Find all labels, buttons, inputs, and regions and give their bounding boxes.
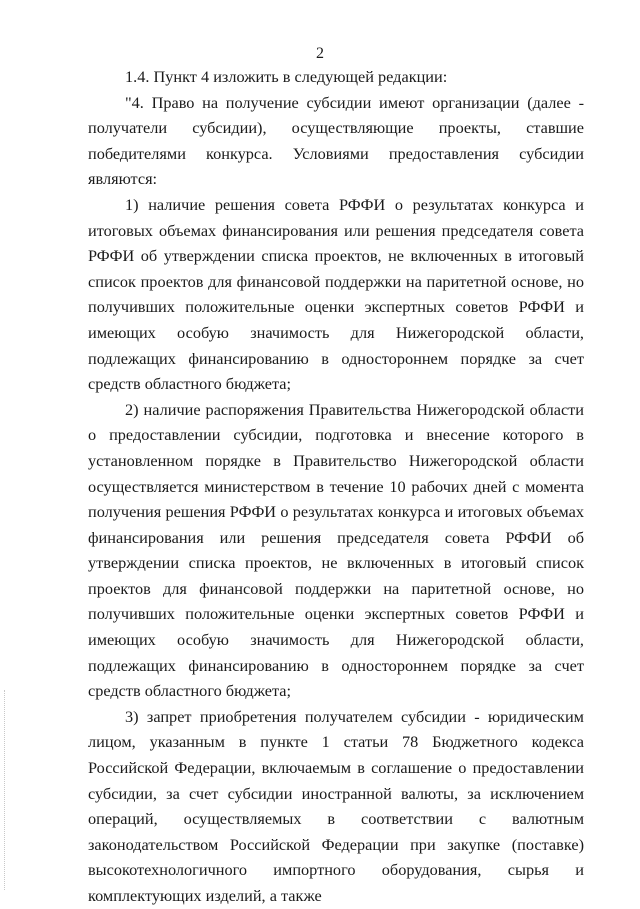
paragraph-condition-3: 3) запрет приобретения получателем субсидии - юридическим лицом, указанным в пункте 1 статьи 78 Бюджетного кодекса Российской Федерации, включаемым в соглашение о предоставлении субсидии, за счет субсидии иностранной валюты, за исключением операций, осуществляемых в соответствии с валютным законодательством Российской Федерации при закупке (поставке) высокотехнологичного импортного оборудования, сырья и комплектующих изделий, а также (88, 706, 584, 905)
paragraph-point-4: "4. Право на получение субсидии имеют организации (далее - получатели субсидии), осуществляющие проекты, ставшие победителями конкурса. Условиями предоставления субсидии являются: (88, 92, 584, 189)
page-number: 2 (316, 45, 324, 62)
paragraph-condition-2: 2) наличие распоряжения Правительства Нижегородской области о предоставлении субсидии, подготовка и внесение которого в установленном порядке в Правительство Нижегородской области осуществляется министерством в течение 10 рабочих дней с момента получения решения РФФИ о результатах конкурса и итоговых объемах финансирования или решения председателя совета РФФИ об утверждении списка проектов, не включенных в итоговый список проектов для финансовой поддержки на паритетной основе, но получивших положительные оценки экспертных советов РФФИ и имеющих особую значимость для Нижегородской области, подлежащих финансированию в одностороннем порядке за счет средств областного бюджета; (88, 399, 584, 701)
paragraph-condition-1: 1) наличие решения совета РФФИ о результатах конкурса и итоговых объемах финансирования или решения председателя совета РФФИ об утверждении списка проектов, не включенных в итоговый список проектов для финансовой поддержки на паритетной основе, но получивших положительные оценки экспертных советов РФФИ и имеющих особую значимость для Нижегородской области, подлежащих финансированию в одностороннем порядке за счет средств областного бюджета; (88, 194, 584, 394)
scan-edge-mark (4, 690, 6, 890)
document-body (88, 64, 584, 909)
paragraph-1-4: 1.4. Пункт 4 изложить в следующей редакции: (125, 67, 448, 86)
